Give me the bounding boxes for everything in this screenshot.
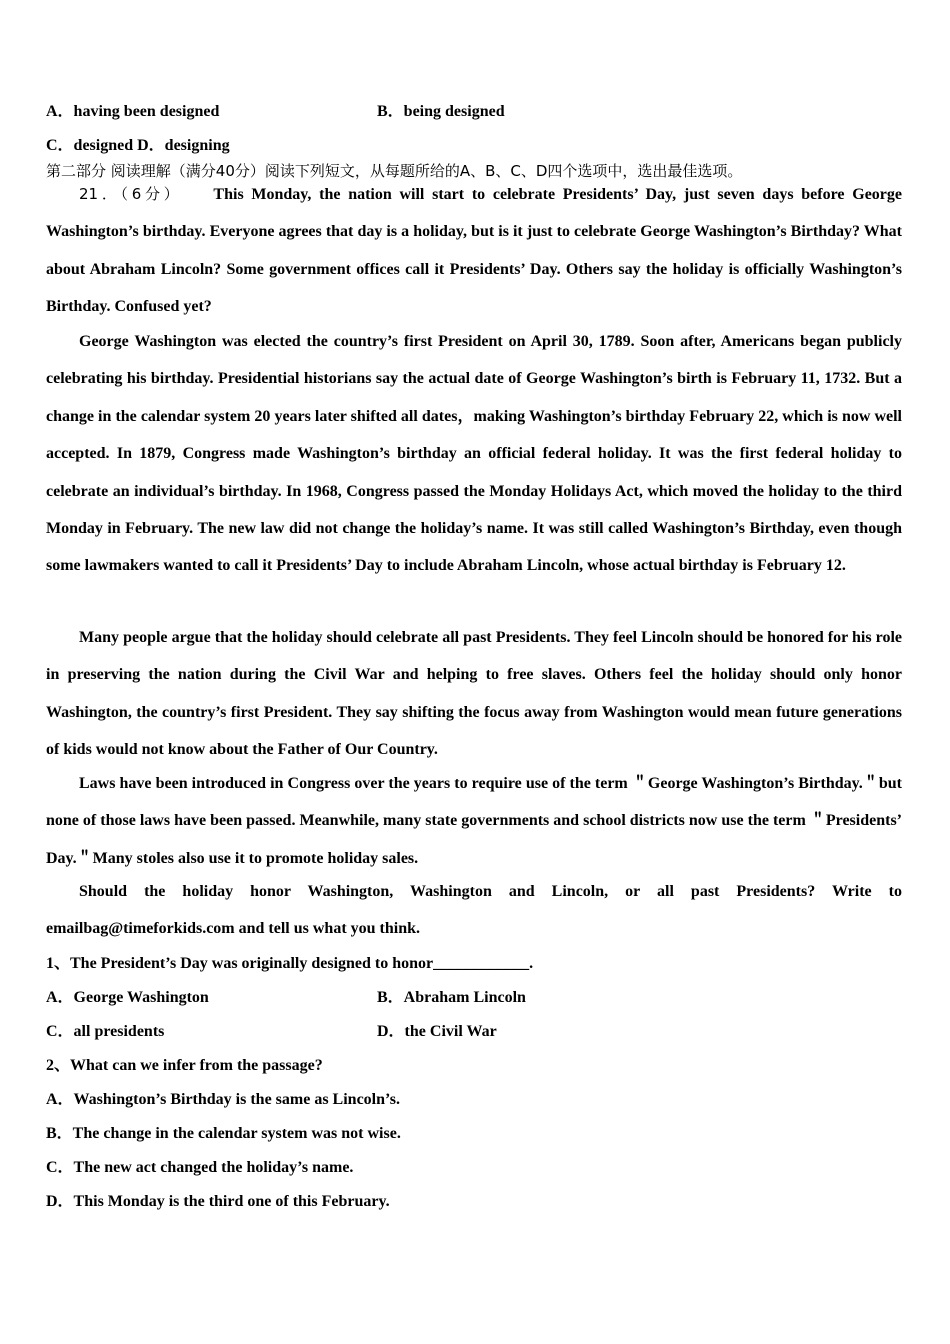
question-2-option-c: C．The new act changed the holiday’s name. <box>46 1159 354 1176</box>
question-1-option-b: B．Abraham Lincoln <box>377 989 526 1006</box>
question-1-option-a: A．George Washington <box>46 989 209 1006</box>
question-2-option-d: D．This Monday is the third one of this February. <box>46 1193 390 1210</box>
question-1-option-d: D．the Civil War <box>377 1023 497 1040</box>
prev-option-a: A．having been designed <box>46 103 220 120</box>
paragraph-1-text: This Monday, the nation will start to celebrate Presidents’ Day, just seven days before George Washington’s birthday. Everyone agrees that day is a holiday, but is it just to celebrate George Washington’s Birthday? What about Abraham Lincoln? Some government offices call it Presidents’ Day. Others say the holiday is officially Washington’s Birthday. Confused yet? <box>46 186 903 316</box>
prev-option-b: B．being designed <box>377 103 505 120</box>
question-2-option-b: B．The change in the calendar system was not wise. <box>46 1125 401 1142</box>
question-number: 21．（6分） <box>79 185 183 203</box>
question-2-option-a: A．Washington’s Birthday is the same as Lincoln’s. <box>46 1091 400 1108</box>
question-1-stem: 1、The President’s Day was originally designed to honor____________. <box>46 955 534 972</box>
question-1-option-c: C．all presidents <box>46 1023 165 1040</box>
section-header: 第二部分 阅读理解（满分40分）阅读下列短文，从每题所给的A、B、C、D四个选项中，选出最佳选项。 <box>46 162 743 180</box>
passage-paragraph-2: George Washington was elected the country’s first President on April 30, 1789. Soon after, Americans began publicly celebrating his birthday. Presidential historians say the actual date of George Washington’s birth is February 11, 1732. But a change in the calendar system 20 years later shifted all dates，making Washington’s birthday February 22, which is now well accepted. In 1879, Congress made Washington’s birthday an official federal holiday. It was the first federal holiday to celebrate an individual’s birthday. In 1968, Congress passed the Monday Holidays Act, which moved the holiday to the third Monday in February. The new law did not change the holiday’s name. It was still called Washington’s Birthday, even though some lawmakers wanted to call it Presidents’ Day to include Abraham Lincoln, whose actual birthday is February 12. <box>46 333 902 575</box>
question-2-stem: 2、What can we infer from the passage? <box>46 1057 323 1074</box>
passage-paragraph-1 <box>46 176 902 326</box>
passage-paragraph-4: Laws have been introduced in Congress over the years to require use of the term ＂George Washington’s Birthday.＂but none of those laws have been passed. Meanwhile, many state governments and school districts now use the term ＂Presidents’ Day.＂Many stoles also use it to promote holiday sales. <box>46 775 902 867</box>
prev-option-c-d: C．designed D．designing <box>46 137 230 154</box>
passage-paragraph-3: Many people argue that the holiday should celebrate all past Presidents. They feel Lincoln should be honored for his role in preserving the nation during the Civil War and helping to free slaves. Others feel the holiday should only honor Washington, the country’s first President. They say shifting the focus away from Washington would mean future generations of kids would not know about the Father of Our Country. <box>46 629 902 759</box>
passage-paragraph-5: Should the holiday honor Washington, Washington and Lincoln, or all past Presidents? Write to emailbag@timeforkids.com and tell us what you think. <box>46 883 902 938</box>
